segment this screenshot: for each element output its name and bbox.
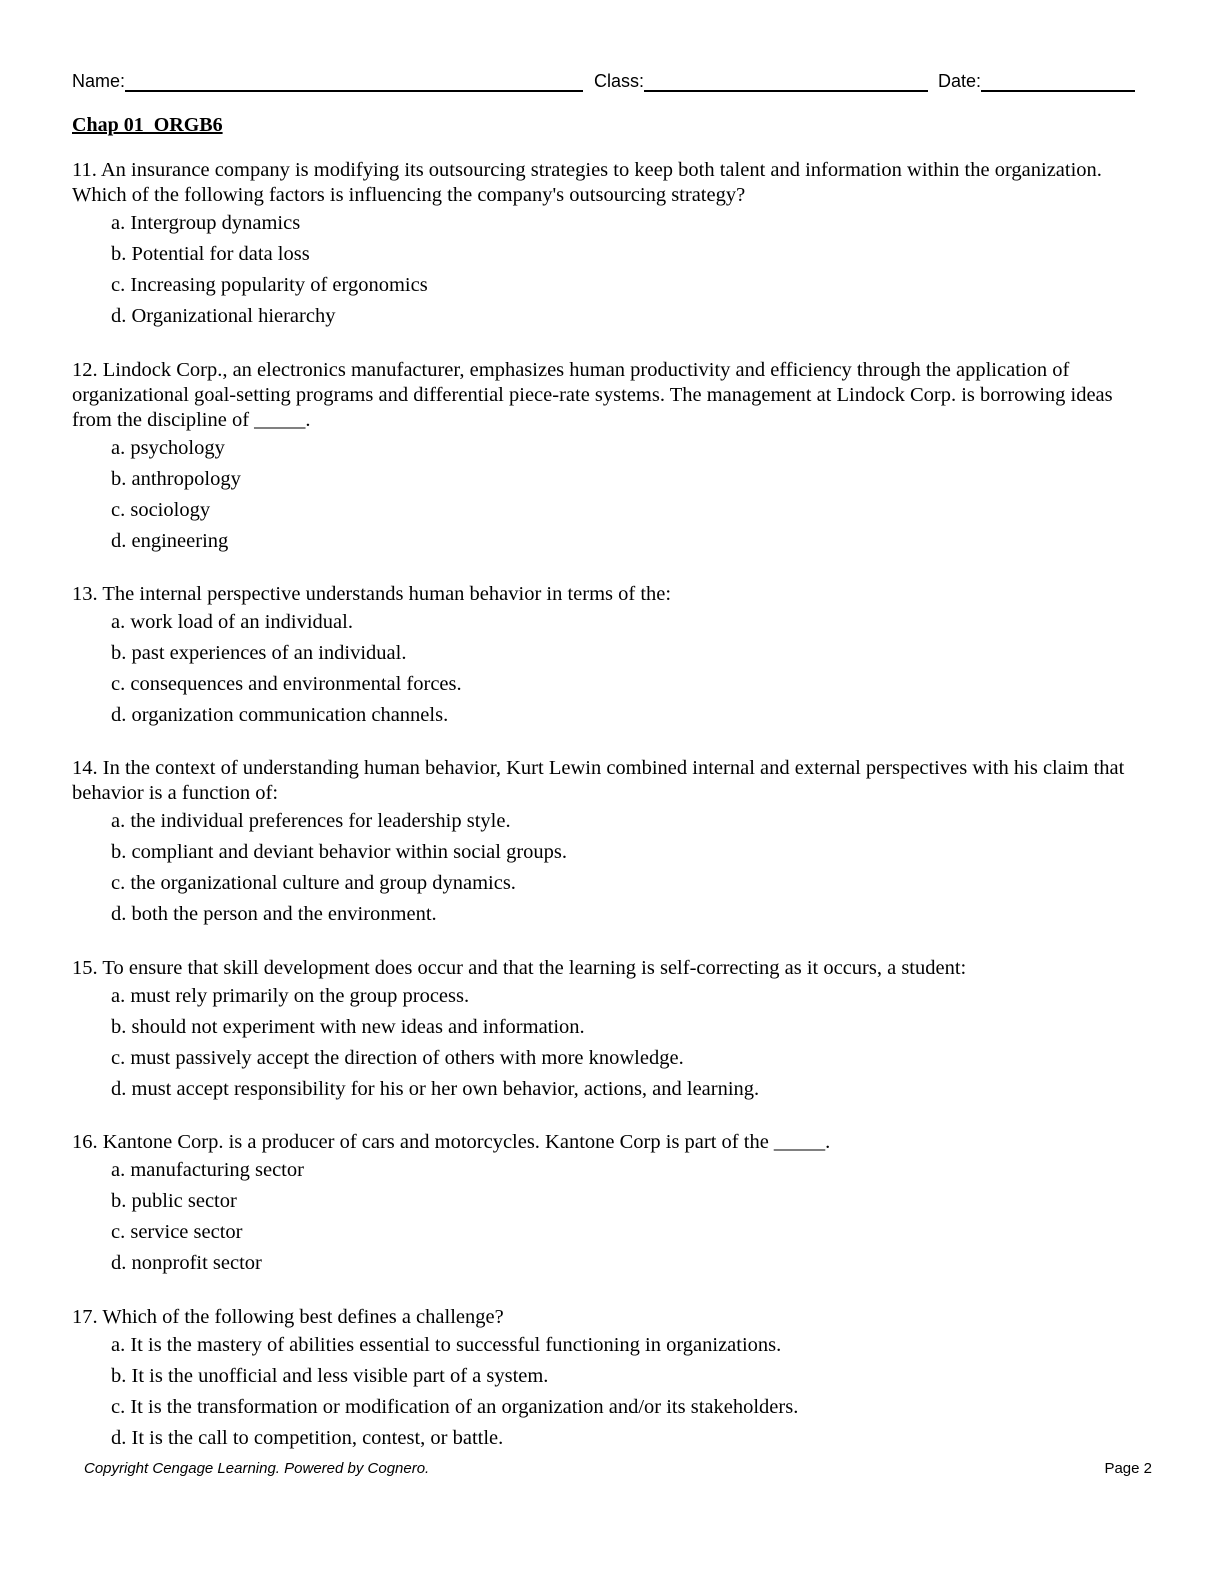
question: [72, 158, 1152, 332]
answer-option: c. sociology: [111, 499, 211, 521]
answer-option: c. must passively accept the direction of others with more knowledge.: [111, 1047, 684, 1069]
class-field[interactable]: [594, 70, 928, 92]
answer-option: a. It is the mastery of abilities essential to successful functioning in organizations.: [111, 1334, 782, 1356]
answer-option: d. Organizational hierarchy: [111, 305, 336, 327]
question-stem: 16. Kantone Corp. is a producer of cars and motorcycles. Kantone Corp is part of the _____.: [72, 1131, 831, 1153]
question-stem: 11. An insurance company is modifying its outsourcing strategies to keep both talent and information within the organization. Which of the following factors is influencing the company's outsourcing strategy?: [72, 159, 1102, 206]
question: [72, 956, 1152, 1105]
name-label: Name:: [72, 71, 126, 91]
answer-option: d. organization communication channels.: [111, 704, 449, 726]
question: [72, 1305, 1152, 1454]
class-label: Class:: [594, 71, 645, 91]
answer-option: a. work load of an individual.: [111, 611, 353, 633]
answer-option: b. past experiences of an individual.: [111, 642, 407, 664]
question-stem: 15. To ensure that skill development does occur and that the learning is self-correcting as it occurs, a student:: [72, 957, 967, 979]
answer-option: a. psychology: [111, 437, 225, 459]
date-label: Date:: [938, 71, 982, 91]
question: [72, 756, 1152, 930]
page-title: Chap 01_ORGB6: [72, 114, 223, 136]
answer-option: c. the organizational culture and group dynamics.: [111, 872, 516, 894]
answer-option: c. consequences and environmental forces.: [111, 673, 462, 695]
class-line: [644, 70, 928, 92]
answer-option: a. the individual preferences for leadership style.: [111, 810, 511, 832]
question: [72, 582, 1152, 731]
answer-option: b. anthropology: [111, 468, 241, 490]
answer-option: d. both the person and the environment.: [111, 903, 437, 925]
copyright: Copyright Cengage Learning. Powered by Cognero.: [84, 1460, 430, 1477]
answer-option: b. It is the unofficial and less visible part of a system.: [111, 1365, 549, 1387]
answer-option: a. Intergroup dynamics: [111, 212, 301, 234]
answer-option: d. must accept responsibility for his or her own behavior, actions, and learning.: [111, 1078, 760, 1100]
question-stem: 12. Lindock Corp., an electronics manufacturer, emphasizes human productivity and efficiency through the application of organizational goal-setting programs and differential piece-rate systems. The management at Lindock Corp. is borrowing ideas from the discipline of _____.: [72, 359, 1113, 431]
date-field[interactable]: [938, 70, 1135, 92]
page-number: Page 2: [1104, 1460, 1152, 1477]
answer-option: c. service sector: [111, 1221, 243, 1243]
answer-option: b. should not experiment with new ideas and information.: [111, 1016, 585, 1038]
name-field[interactable]: [72, 70, 583, 92]
answer-option: a. manufacturing sector: [111, 1159, 304, 1181]
answer-option: d. engineering: [111, 530, 229, 552]
answer-option: c. It is the transformation or modification of an organization and/or its stakeholders.: [111, 1396, 799, 1418]
name-line: [125, 70, 583, 92]
question-stem: 14. In the context of understanding human behavior, Kurt Lewin combined internal and external perspectives with his claim that behavior is a function of:: [72, 757, 1125, 804]
answer-option: b. public sector: [111, 1190, 237, 1212]
question-stem: 17. Which of the following best defines a challenge?: [72, 1306, 504, 1328]
answer-option: b. Potential for data loss: [111, 243, 310, 265]
answer-option: a. must rely primarily on the group process.: [111, 985, 470, 1007]
answer-option: d. It is the call to competition, contest, or battle.: [111, 1427, 504, 1449]
question: [72, 1130, 1152, 1279]
question: [72, 358, 1152, 557]
date-line: [981, 70, 1135, 92]
answer-option: b. compliant and deviant behavior within social groups.: [111, 841, 568, 863]
answer-option: c. Increasing popularity of ergonomics: [111, 274, 428, 296]
question-stem: 13. The internal perspective understands human behavior in terms of the:: [72, 583, 672, 605]
answer-option: d. nonprofit sector: [111, 1252, 262, 1274]
